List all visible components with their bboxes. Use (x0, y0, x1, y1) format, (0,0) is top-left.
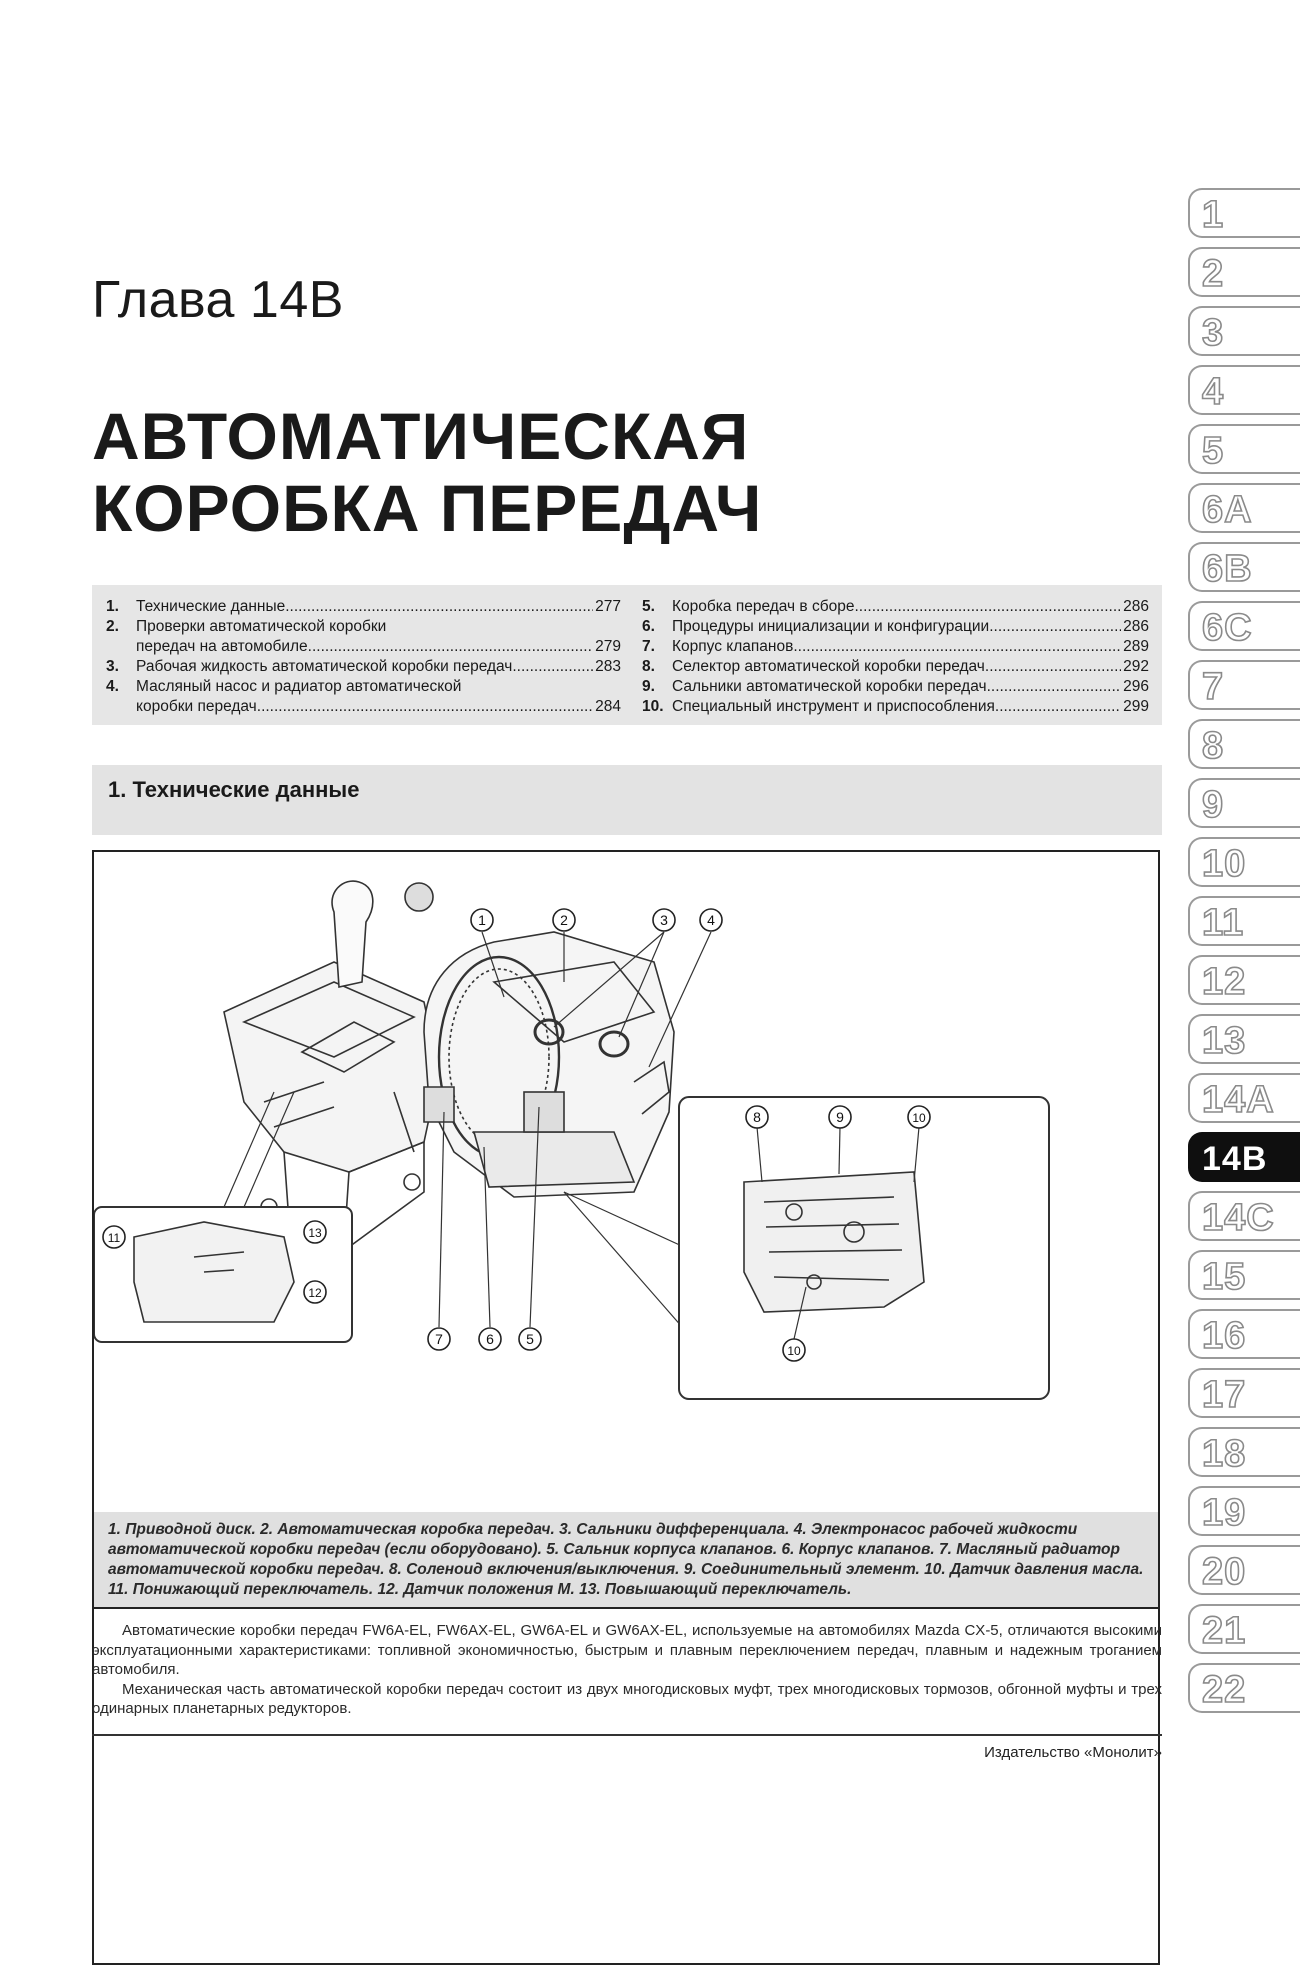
chapter-tab[interactable] (1188, 1014, 1300, 1064)
chapter-tab[interactable] (1188, 837, 1300, 887)
chapter-tab-label: 1 (1202, 194, 1225, 236)
toc-title: Коробка передач в сборе (672, 598, 855, 615)
toc-entry[interactable] (642, 657, 1149, 677)
chapter-tab-label: 5 (1202, 430, 1225, 472)
toc-number: 6. (642, 618, 655, 635)
toc-number: 1. (106, 598, 119, 615)
figure-frame (92, 850, 1160, 1965)
toc-page-number: 286 (1123, 618, 1149, 635)
toc-title: Специальный инструмент и приспособления (672, 698, 995, 715)
chapter-tabs (1188, 188, 1300, 1722)
toc-title: Процедуры инициализации и конфигурации (672, 618, 990, 635)
chapter-tab-label: 6А (1202, 489, 1253, 531)
toc-title: Селектор автоматической коробки передач (672, 658, 985, 675)
toc-title: коробки передач (136, 698, 257, 715)
chapter-tab[interactable] (1188, 1132, 1300, 1182)
chapter-tab[interactable] (1188, 424, 1300, 474)
chapter-tab-label: 9 (1202, 784, 1225, 826)
chapter-tab-label: 20 (1202, 1551, 1247, 1593)
transmission-drawing (424, 932, 674, 1197)
callout-label-1: 1 (478, 912, 486, 928)
chapter-tab-label: 14С (1202, 1197, 1275, 1239)
toc-column-right (642, 597, 1149, 717)
chapter-tab[interactable] (1188, 719, 1300, 769)
valve-body-inset (679, 1097, 1049, 1399)
toc-leader-dots (285, 597, 593, 617)
toc-leader-dots (257, 697, 593, 717)
callout-label-6: 6 (486, 1331, 494, 1347)
section-header (92, 765, 1162, 835)
toc-number: 10. (642, 698, 664, 715)
chapter-tab[interactable] (1188, 1486, 1300, 1536)
chapter-tab[interactable] (1188, 365, 1300, 415)
callout-label-5: 5 (526, 1331, 534, 1347)
callout-label-3: 3 (660, 912, 668, 928)
toc-leader-dots (308, 637, 593, 657)
footer-rule (92, 1734, 1162, 1736)
chapter-tab[interactable] (1188, 1191, 1300, 1241)
callout-label-8: 8 (753, 1109, 761, 1125)
callout-label-10b: 10 (787, 1344, 801, 1358)
toc-page-number: 286 (1123, 598, 1149, 615)
chapter-tab-label: 16 (1202, 1315, 1247, 1357)
toc-page-number: 284 (595, 698, 621, 715)
toc-entry[interactable] (106, 677, 621, 717)
callout-label-11: 11 (107, 1231, 121, 1245)
toc-number: 3. (106, 658, 119, 675)
chapter-tab[interactable] (1188, 188, 1300, 238)
chapter-tab[interactable] (1188, 542, 1300, 592)
toc-leader-dots (512, 657, 593, 677)
section-title: 1. Технические данные (108, 777, 360, 802)
toc-entry[interactable] (642, 637, 1149, 657)
chapter-tab-label: 4 (1202, 371, 1225, 413)
toc-title: передач на автомобиле (136, 638, 308, 655)
toc-column-left (106, 597, 621, 717)
chapter-tab[interactable] (1188, 1250, 1300, 1300)
chapter-tab[interactable] (1188, 601, 1300, 651)
toc-title: Корпус клапанов (672, 638, 794, 655)
callout-label-9: 9 (836, 1109, 844, 1125)
toc-entry[interactable] (642, 617, 1149, 637)
toc-leader-dots (995, 697, 1121, 717)
toc-leader-dots (854, 597, 1121, 617)
chapter-tab-label: 6В (1202, 548, 1253, 590)
chapter-tab[interactable] (1188, 660, 1300, 710)
toc-title: Масляный насос и радиатор автоматической (136, 678, 462, 695)
chapter-label: Глава 14В (92, 271, 344, 329)
chapter-tab-label: 14В (1202, 1140, 1268, 1178)
transmission-illustration (94, 852, 1162, 1517)
shift-selector-drawing (224, 881, 439, 1247)
body-paragraph-2: Механическая часть автоматической коробки передач состоит из двух многодисковых муфт, трех многодисковых тормозов, обгонной муфты и трех одинарных планетарных редукторов. (92, 1680, 1162, 1717)
chapter-tab-label: 17 (1202, 1374, 1247, 1416)
toc-title: Рабочая жидкость автоматической коробки передач (136, 658, 513, 675)
chapter-title (92, 400, 762, 544)
table-of-contents (92, 585, 1162, 725)
toc-page-number: 296 (1123, 678, 1149, 695)
chapter-tab[interactable] (1188, 1427, 1300, 1477)
chapter-tab-label: 22 (1202, 1669, 1247, 1711)
toc-title: Технические данные (136, 598, 286, 615)
chapter-tab[interactable] (1188, 955, 1300, 1005)
callout-label-10a: 10 (912, 1111, 926, 1125)
chapter-tab-label: 6С (1202, 607, 1253, 649)
toc-page-number: 283 (595, 658, 621, 675)
toc-page-number: 289 (1123, 638, 1149, 655)
callout-label-12: 12 (308, 1286, 322, 1300)
toc-entry[interactable] (106, 597, 621, 617)
toc-number: 5. (642, 598, 655, 615)
chapter-tab-label: 3 (1202, 312, 1225, 354)
toc-page-number: 292 (1123, 658, 1149, 675)
toc-title: Сальники автоматической коробки передач (672, 678, 987, 695)
toc-entry[interactable] (106, 617, 621, 657)
toc-number: 4. (106, 678, 119, 695)
chapter-tab[interactable] (1188, 896, 1300, 946)
toc-entry[interactable] (642, 677, 1149, 697)
toc-page-number: 279 (595, 638, 621, 655)
chapter-tab[interactable] (1188, 483, 1300, 533)
chapter-tab-label: 12 (1202, 961, 1247, 1003)
toc-leader-dots (987, 677, 1122, 697)
chapter-tab-label: 14А (1202, 1079, 1275, 1121)
chapter-tab-label: 15 (1202, 1256, 1247, 1298)
chapter-tab[interactable] (1188, 1368, 1300, 1418)
chapter-tab[interactable] (1188, 1309, 1300, 1359)
chapter-tab[interactable] (1188, 1604, 1300, 1654)
toc-entry[interactable] (642, 697, 1149, 717)
toc-entry[interactable] (106, 657, 621, 677)
body-text (92, 1621, 1162, 1719)
chapter-title-line-2: КОРОБКА ПЕРЕДАЧ (92, 471, 763, 545)
chapter-tab-label: 11 (1202, 902, 1245, 944)
chapter-tab-label: 8 (1202, 725, 1225, 767)
toc-number: 9. (642, 678, 655, 695)
chapter-tab[interactable] (1188, 1545, 1300, 1595)
toc-number: 2. (106, 618, 119, 635)
toc-page-number: 299 (1123, 698, 1149, 715)
chapter-tab[interactable] (1188, 1663, 1300, 1713)
chapter-tab-label: 10 (1202, 843, 1247, 885)
toc-title: Проверки автоматической коробки (136, 618, 387, 635)
toc-leader-dots (793, 637, 1121, 657)
chapter-tab-label: 13 (1202, 1020, 1247, 1062)
publisher-name: Издательство «Монолит» (984, 1744, 1162, 1761)
chapter-title-line-1: АВТОМАТИЧЕСКАЯ (92, 399, 750, 473)
figure-caption: 1. Приводной диск. 2. Автоматическая коробка передач. 3. Сальники дифференциала. 4. Электронасос рабочей жидкости автоматической коробки передач (если оборудовано). 5. Сальник корпуса клапанов. 6. Корпус клапанов. 7. Масляный радиатор автоматической коробки передач. 8. Соленоид включения/выключения. 9. Соединительный элемент. 10. Датчик давления масла. 11. Понижающий переключатель. 12. Датчик положения М. 13. Повышающий переключатель. (92, 1512, 1160, 1609)
callout-label-4: 4 (707, 912, 715, 928)
callout-label-2: 2 (560, 912, 568, 928)
chapter-tab[interactable] (1188, 247, 1300, 297)
chapter-tab[interactable] (1188, 778, 1300, 828)
chapter-tab[interactable] (1188, 306, 1300, 356)
chapter-tab-label: 2 (1202, 253, 1225, 295)
chapter-tab-label: 21 (1202, 1610, 1247, 1652)
chapter-tab[interactable] (1188, 1073, 1300, 1123)
toc-number: 8. (642, 658, 655, 675)
toc-leader-dots (985, 657, 1121, 677)
toc-page-number: 277 (595, 598, 621, 615)
toc-leader-dots (989, 617, 1121, 637)
toc-entry[interactable] (642, 597, 1149, 617)
toc-number: 7. (642, 638, 655, 655)
callout-label-7: 7 (435, 1331, 443, 1347)
chapter-tab-label: 19 (1202, 1492, 1247, 1534)
chapter-tab-label: 7 (1202, 666, 1225, 708)
body-paragraph-1: Автоматические коробки передач FW6A-EL, FW6AX-EL, GW6A-EL и GW6AX-EL, используемые на автомобилях Mazda CX-5, отличаются высокими эксплуатационными характеристиками: топливной экономичностью, быстрым и плавным переключением передач, плавным и надежным троганием автомобиля. (92, 1622, 1162, 1678)
callout-label-13: 13 (308, 1226, 322, 1240)
chapter-tab-label: 18 (1202, 1433, 1247, 1475)
